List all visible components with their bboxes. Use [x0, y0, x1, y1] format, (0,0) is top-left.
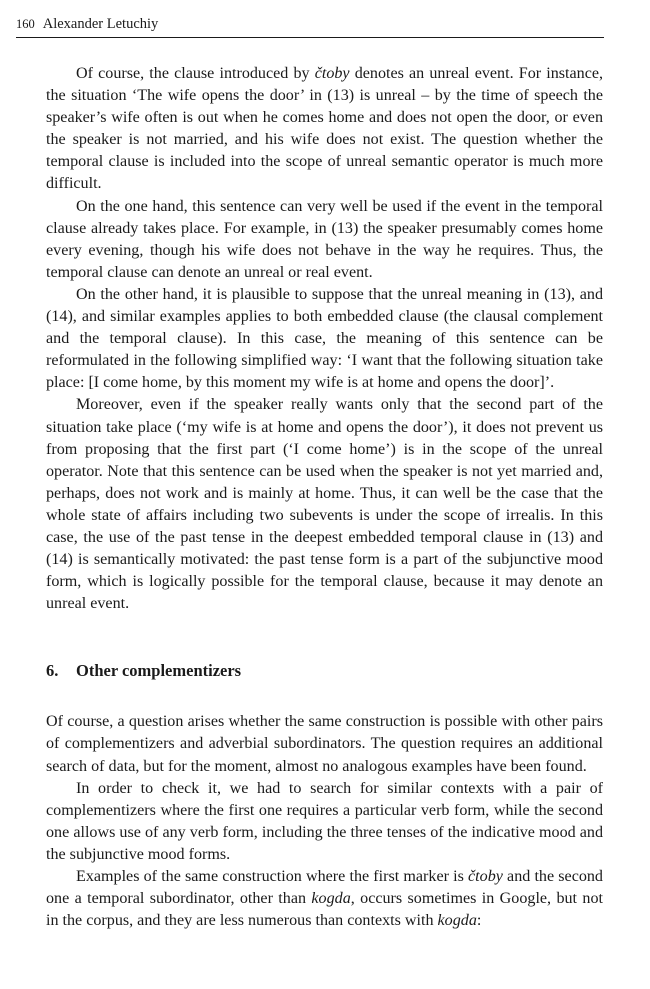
- paragraph: Examples of the same construction where the first marker is čtoby and the second one a temporal subordinator, other than kogda, occurs sometimes in Google, but not in the corpus, and they are less numerous than contexts with kogda:: [46, 868, 603, 930]
- italic-term: kogda: [437, 912, 477, 930]
- section-number: 6.: [46, 661, 59, 681]
- paragraph: Of course, a question arises whether the same construction is possible with other pairs of complementizers and adverbial subordinators. The question requires an additional search of data, but for the moment, almost no analogous examples have been found.: [46, 713, 603, 775]
- italic-term: kogda: [311, 890, 351, 908]
- paragraph: On the other hand, it is plausible to suppose that the unreal meaning in (13), and (14), and similar examples applies to both embedded clause (the clausal complement and the temporal clause). In this case, the meaning of this sentence can be reformulated in the following simplified way: ‘I want that the following situation take place: [I come home, by this moment my wife is at home and opens the door]’.: [46, 285, 603, 392]
- body-text: [46, 63, 603, 932]
- paragraph: Of course, the clause introduced by čtoby denotes an unreal event. For instance, the situation ‘The wife opens the door’ in (13) is unreal – by the time of speech the speaker’s wife often is out when he comes home and does not open the door, or even the speaker is not married, and his wife does not exist. The question whether the temporal clause is included into the scope of unreal semantic operator is much more difficult.: [46, 65, 604, 193]
- italic-term: čtoby: [468, 868, 503, 885]
- paragraph: In order to check it, we had to search for similar contexts with a pair of complementizers where the first one requires a particular verb form, while the second one allows use of any verb form, including the three tenses of the indicative mood and the subjunctive mood forms.: [46, 779, 603, 863]
- paragraphs-after: [46, 711, 603, 932]
- italic-term: čtoby: [314, 65, 350, 82]
- running-header: [16, 14, 604, 38]
- section-heading: [46, 660, 603, 682]
- page-number: 160: [16, 17, 35, 31]
- paragraph: On the one hand, this sentence can very well be used if the event in the temporal clause already takes place. For example, in (13) the speaker presumably comes home every evening, though his wife does not behave in the way he requires. Thus, the temporal clause can denote an unreal or real event.: [46, 197, 603, 281]
- section-title: Other complementizers: [76, 661, 242, 681]
- running-header-author: Alexander Letuchiy: [42, 16, 159, 32]
- paragraphs-before: [46, 63, 603, 615]
- paragraph: Moreover, even if the speaker really wants only that the second part of the situation take place (‘my wife is at home and opens the door’), it does not prevent us from proposing that the first part (‘I come home’) is in the scope of the unreal operator. Note that this sentence can be used when the speaker is not yet married and, perhaps, does not work and is mainly at home. Thus, it can well be the case that the whole state of affairs including two subevents is under the scope of irrealis. In this case, the use of the past tense in the deepest embedded temporal clause in (13) and (14) is semantically motivated: the past tense form is a part of the subjunctive mood form, which is logically possible for the temporal clause, because it may denote an unreal event.: [46, 396, 603, 613]
